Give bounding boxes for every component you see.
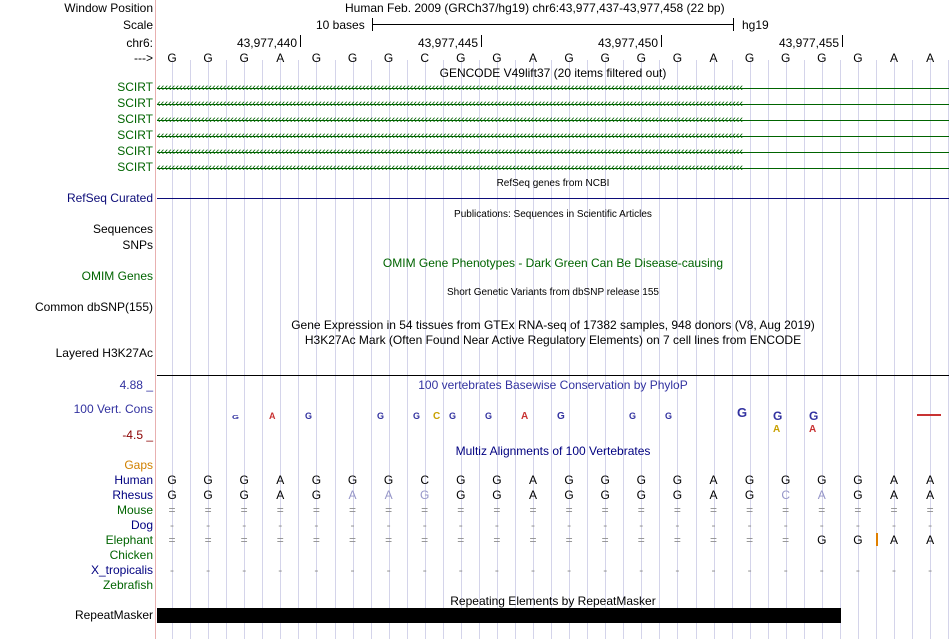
alignment-base: = (818, 503, 826, 517)
alignment-base: - (206, 518, 211, 532)
alignment-base: G (817, 473, 827, 487)
gencode-gene-feature[interactable] (157, 81, 949, 95)
alignment-base: - (278, 518, 283, 532)
alignment-base: = (601, 533, 609, 547)
alignment-base: - (531, 518, 535, 532)
repeatmasker-track-label[interactable]: RepeatMasker (74, 608, 153, 622)
cons-logo-base: C (433, 411, 441, 422)
alignment-base: = (457, 533, 465, 547)
alignment-base: = (709, 503, 717, 517)
dbsnp-track-title[interactable]: Short Genetic Variants from dbSNP release 155 (447, 287, 659, 298)
cons-logo-base: G (485, 411, 493, 421)
alignment-base: = (673, 503, 681, 517)
h3k27ac-track-label[interactable]: Layered H3K27Ac (55, 346, 153, 360)
conservation-max-value: 4.88 _ (119, 378, 153, 392)
alignment-base: - (170, 518, 174, 532)
strand-arrow-label[interactable]: ---> (134, 51, 153, 65)
gencode-item-label[interactable]: SCIRT (117, 112, 153, 126)
gencode-gene-feature[interactable] (157, 97, 949, 111)
alignment-base: = (637, 533, 645, 547)
alignment-base: - (711, 518, 716, 532)
scale-db-text: hg19 (742, 18, 769, 32)
alignment-base: G (636, 488, 646, 502)
alignment-base: - (639, 518, 644, 532)
alignment-base: - (314, 518, 319, 532)
alignment-base: = (276, 533, 284, 547)
sequence-base[interactable]: G (853, 51, 863, 65)
alignment-base: = (312, 503, 320, 517)
omim-track-title[interactable]: OMIM Gene Phenotypes - Dark Green Can Be Disease-causing (382, 256, 724, 270)
sequence-base[interactable]: G (672, 51, 683, 65)
alignment-base: = (457, 503, 465, 517)
cons-logo-base: G (773, 409, 783, 423)
sequence-base[interactable]: G (600, 51, 610, 65)
scale-bar (372, 24, 734, 25)
sequence-base[interactable]: A (709, 51, 718, 65)
conservation-track-title[interactable]: 100 vertebrates Basewise Conservation by PhyloP (418, 378, 688, 392)
alignment-base: G (311, 488, 322, 502)
alignment-base: G (203, 488, 213, 502)
alignment-base: G (383, 473, 394, 487)
gencode-gene-feature[interactable] (157, 161, 949, 175)
cons-logo-base: A (773, 424, 781, 435)
alignment-base: - (350, 563, 355, 577)
cons-logo-base: G (449, 411, 457, 421)
alignment-base: = (168, 533, 176, 547)
sequence-base[interactable]: G (564, 51, 574, 65)
publications-track-title[interactable]: Publications: Sequences in Scientific Articles (454, 209, 652, 220)
sequence-base[interactable]: G (781, 51, 791, 65)
alignment-base: - (747, 518, 752, 532)
chrom-label[interactable]: chr6: (126, 36, 153, 50)
sequences-track-label[interactable]: Sequences (92, 222, 153, 236)
coordinate-label: 43,977,450 (597, 36, 658, 50)
cons-logo-base: G (737, 405, 748, 420)
alignment-base: = (276, 503, 284, 517)
alignment-base: G (492, 488, 502, 502)
alignment-base: - (711, 563, 716, 577)
species-label[interactable]: Dog (130, 518, 153, 532)
sequence-base[interactable]: G (456, 51, 466, 65)
alignment-base: = (926, 503, 934, 517)
alignment-base: = (673, 533, 681, 547)
alignment-base: - (278, 563, 283, 577)
alignment-base: A (817, 488, 826, 502)
cons-logo-base: G (665, 411, 673, 421)
h3k27ac-track-title[interactable]: H3K27Ac Mark (Often Found Near Active Regulatory Elements) on 7 cell lines from ENCODE (304, 333, 802, 347)
alignment-base: - (494, 518, 499, 532)
coordinate-label: 43,977,440 (236, 36, 297, 50)
alignment-base: - (422, 518, 427, 532)
sequence-base[interactable]: G (239, 51, 249, 65)
scale-label[interactable]: Scale (122, 18, 153, 32)
refseq-track-label[interactable]: RefSeq Curated (66, 191, 153, 205)
alignment-base: G (203, 473, 213, 487)
alignment-base: G (239, 473, 249, 487)
alignment-base: = (529, 533, 537, 547)
alignment-base: = (782, 503, 790, 517)
alignment-base: = (890, 503, 898, 517)
alignment-base: A (528, 488, 537, 502)
alignment-base: = (168, 503, 176, 517)
sequence-base[interactable]: A (889, 51, 898, 65)
alignment-base: G (492, 473, 502, 487)
alignment-base: G (636, 473, 646, 487)
sequence-base[interactable]: G (383, 51, 394, 65)
conservation-track-label[interactable]: 100 Vert. Cons (73, 402, 153, 416)
alignment-base: G (420, 488, 430, 502)
alignment-base: = (385, 533, 393, 547)
alignment-base: - (422, 563, 427, 577)
sequence-base[interactable]: A (926, 51, 935, 65)
coordinate-label: 43,977,445 (417, 36, 478, 50)
species-label[interactable]: Chicken (109, 548, 153, 562)
species-label[interactable]: Human (114, 473, 153, 487)
cons-logo-base: A (809, 424, 817, 435)
alignment-base: G (817, 533, 827, 547)
elephant-insertion-marker[interactable] (876, 533, 878, 546)
alignment-base: - (458, 518, 463, 532)
gencode-item-label[interactable]: SCIRT (117, 80, 153, 94)
alignment-base: = (493, 503, 501, 517)
alignment-base: A (889, 473, 898, 487)
alignment-base: - (603, 518, 608, 532)
alignment-base: G (564, 473, 574, 487)
alignment-base: G (853, 473, 863, 487)
alignment-base: - (603, 563, 608, 577)
alignment-base: - (567, 518, 572, 532)
gencode-gene-feature[interactable] (157, 145, 949, 159)
alignment-base: = (709, 533, 717, 547)
repeatmasker-track-title[interactable]: Repeating Elements by RepeatMasker (450, 594, 656, 608)
alignment-base: = (746, 533, 754, 547)
alignment-base: A (926, 488, 935, 502)
conservation-min-value: -4.5 _ (122, 428, 153, 442)
alignment-base: = (782, 533, 790, 547)
gtex-track-title[interactable]: Gene Expression in 54 tissues from GTEx RNA-seq of 17382 samples, 948 donors (V8, Aug 2019) (291, 318, 815, 332)
alignment-base: = (421, 533, 429, 547)
alignment-base: A (709, 488, 718, 502)
coordinate-tick (661, 35, 662, 47)
alignment-base: - (747, 563, 752, 577)
dbsnp-track-label[interactable]: Common dbSNP(155) (34, 300, 153, 314)
alignment-base: A (276, 488, 285, 502)
alignment-base: = (348, 533, 356, 547)
alignment-base: A (384, 488, 393, 502)
alignment-base: G (600, 488, 610, 502)
alignment-base: G (564, 488, 574, 502)
assembly-position-text: Human Feb. 2009 (GRCh37/hg19) chr6:43,977,437-43,977,458 (22 bp) (345, 1, 725, 15)
alignment-base: = (854, 503, 862, 517)
gencode-item-label[interactable]: SCIRT (117, 160, 153, 174)
gencode-item-label[interactable]: SCIRT (117, 144, 153, 158)
alignment-base: = (493, 533, 501, 547)
alignment-base: = (240, 503, 248, 517)
snps-track-label[interactable]: SNPs (122, 238, 153, 252)
cons-logo-base: A (269, 411, 276, 421)
alignment-base: C (420, 473, 430, 487)
alignment-base: - (819, 518, 824, 532)
alignment-base: - (855, 518, 860, 532)
alignment-base: = (385, 503, 393, 517)
scale-bar-right-tick (733, 18, 734, 31)
alignment-base: G (672, 488, 683, 502)
coordinate-tick (300, 35, 301, 47)
alignment-base: G (347, 473, 358, 487)
cons-logo-base (917, 414, 941, 416)
alignment-base: A (348, 488, 357, 502)
alignment-base: - (314, 563, 319, 577)
alignment-base: G (853, 533, 863, 547)
alignment-base: G (672, 473, 683, 487)
alignment-base: - (783, 518, 788, 532)
cons-logo-base: G (305, 411, 313, 421)
conservation-logo[interactable] (157, 405, 949, 435)
alignment-base: A (276, 473, 285, 487)
alignment-base: A (889, 488, 898, 502)
alignment-base: - (170, 563, 174, 577)
strand-chevrons: ‹‹‹‹‹‹‹‹‹‹‹‹‹‹‹‹‹‹‹‹‹‹‹‹‹‹‹‹‹‹‹‹‹‹‹‹‹‹‹‹‹‹‹‹‹‹‹‹‹‹‹‹‹‹‹‹‹‹‹‹‹‹‹‹‹‹‹‹‹‹‹‹‹‹‹‹‹‹‹‹‹‹‹‹‹‹‹‹‹‹‹‹‹‹‹‹‹‹‹‹‹‹‹‹‹‹‹‹‹‹‹‹‹‹‹‹‹‹‹‹‹‹‹‹‹‹‹‹‹‹‹‹‹‹‹‹‹‹‹‹‹‹‹‹‹‹‹‹‹‹‹‹‹‹‹‹‹‹‹‹ (157, 98, 744, 110)
alignment-base: = (240, 533, 248, 547)
species-label[interactable]: Zebrafish (102, 578, 153, 592)
alignment-base: G (239, 488, 249, 502)
refseq-track-title[interactable]: RefSeq genes from NCBI (496, 178, 610, 189)
alignment-base: G (600, 473, 610, 487)
cons-logo-base: G (557, 411, 565, 422)
alignment-base: G (456, 488, 466, 502)
alignment-base: - (494, 563, 499, 577)
alignment-base: - (928, 563, 933, 577)
coordinate-label: 43,977,455 (778, 36, 839, 50)
cons-logo-base: G (377, 411, 385, 421)
sequence-base[interactable]: G (744, 51, 755, 65)
sequence-base[interactable]: G (817, 51, 827, 65)
alignment-base: = (746, 503, 754, 517)
alignment-base: G (744, 473, 755, 487)
sequence-base[interactable]: A (276, 51, 285, 65)
alignment-base: = (565, 533, 573, 547)
alignment-base: A (926, 533, 935, 547)
alignment-base: - (350, 518, 355, 532)
gencode-item-label[interactable]: SCIRT (117, 96, 153, 110)
cons-logo-base: G (232, 413, 239, 421)
sequence-base[interactable]: G (347, 51, 358, 65)
alignment-base: - (892, 563, 896, 577)
strand-chevrons: ‹‹‹‹‹‹‹‹‹‹‹‹‹‹‹‹‹‹‹‹‹‹‹‹‹‹‹‹‹‹‹‹‹‹‹‹‹‹‹‹‹‹‹‹‹‹‹‹‹‹‹‹‹‹‹‹‹‹‹‹‹‹‹‹‹‹‹‹‹‹‹‹‹‹‹‹‹‹‹‹‹‹‹‹‹‹‹‹‹‹‹‹‹‹‹‹‹‹‹‹‹‹‹‹‹‹‹‹‹‹‹‹‹‹‹‹‹‹‹‹‹‹‹‹‹‹‹‹‹‹‹‹‹‹‹‹‹‹‹‹‹‹‹‹‹‹‹‹‹‹‹‹‹‹‹‹‹‹‹‹ (157, 146, 744, 158)
alignment-base: - (855, 563, 860, 577)
sequence-base[interactable]: G (492, 51, 502, 65)
gencode-item-label[interactable]: SCIRT (117, 128, 153, 142)
alignment-base: C (781, 488, 791, 502)
strand-chevrons: ‹‹‹‹‹‹‹‹‹‹‹‹‹‹‹‹‹‹‹‹‹‹‹‹‹‹‹‹‹‹‹‹‹‹‹‹‹‹‹‹‹‹‹‹‹‹‹‹‹‹‹‹‹‹‹‹‹‹‹‹‹‹‹‹‹‹‹‹‹‹‹‹‹‹‹‹‹‹‹‹‹‹‹‹‹‹‹‹‹‹‹‹‹‹‹‹‹‹‹‹‹‹‹‹‹‹‹‹‹‹‹‹‹‹‹‹‹‹‹‹‹‹‹‹‹‹‹‹‹‹‹‹‹‹‹‹‹‹‹‹‹‹‹‹‹‹‹‹‹‹‹‹‹‹‹‹‹‹‹‹ (157, 114, 744, 126)
alignment-base: - (531, 563, 535, 577)
sequence-base[interactable]: G (167, 51, 177, 65)
sequence-base[interactable]: C (420, 51, 430, 65)
species-label[interactable]: Elephant (105, 533, 153, 547)
sequence-base[interactable]: G (203, 51, 213, 65)
alignment-base: A (889, 533, 898, 547)
alignment-base: G (311, 473, 322, 487)
alignment-base: = (637, 503, 645, 517)
alignment-base: G (167, 488, 177, 502)
multiz-track-title[interactable]: Multiz Alignments of 100 Vertebrates (455, 444, 651, 458)
alignment-base: G (456, 473, 466, 487)
alignment-base: - (928, 518, 933, 532)
alignment-base: = (601, 503, 609, 517)
alignment-base: A (926, 473, 935, 487)
sequence-base[interactable]: A (528, 51, 537, 65)
cons-logo-base: G (809, 409, 819, 423)
gencode-track-title[interactable]: GENCODE V49lift37 (20 items filtered out) (439, 66, 667, 80)
alignment-base: - (206, 563, 211, 577)
alignment-base: - (892, 518, 896, 532)
alignment-base: = (421, 503, 429, 517)
alignment-base: G (744, 488, 755, 502)
scale-bar-left-tick (372, 18, 373, 31)
refseq-gene-line[interactable] (157, 198, 949, 199)
alignment-base: - (242, 518, 247, 532)
gencode-gene-feature[interactable] (157, 113, 949, 127)
species-label[interactable]: Mouse (116, 503, 153, 517)
alignment-base: = (565, 503, 573, 517)
alignment-base: - (242, 563, 247, 577)
alignment-base: G (167, 473, 177, 487)
alignment-base: - (675, 518, 680, 532)
species-label[interactable]: Rhesus (112, 488, 153, 502)
alignment-base: G (853, 488, 863, 502)
alignment-base: = (529, 503, 537, 517)
sequence-base[interactable]: G (636, 51, 646, 65)
gencode-gene-feature[interactable] (157, 129, 949, 143)
alignment-base: - (386, 563, 391, 577)
alignment-base: - (458, 563, 463, 577)
window-position-label[interactable]: Window Position (64, 1, 153, 15)
strand-chevrons: ‹‹‹‹‹‹‹‹‹‹‹‹‹‹‹‹‹‹‹‹‹‹‹‹‹‹‹‹‹‹‹‹‹‹‹‹‹‹‹‹‹‹‹‹‹‹‹‹‹‹‹‹‹‹‹‹‹‹‹‹‹‹‹‹‹‹‹‹‹‹‹‹‹‹‹‹‹‹‹‹‹‹‹‹‹‹‹‹‹‹‹‹‹‹‹‹‹‹‹‹‹‹‹‹‹‹‹‹‹‹‹‹‹‹‹‹‹‹‹‹‹‹‹‹‹‹‹‹‹‹‹‹‹‹‹‹‹‹‹‹‹‹‹‹‹‹‹‹‹‹‹‹‹‹‹‹‹‹‹‹ (157, 82, 744, 94)
alignment-base: - (567, 563, 572, 577)
alignment-base: - (819, 563, 824, 577)
cons-logo-base: A (521, 411, 529, 422)
cons-logo-base: G (413, 411, 421, 421)
scale-text: 10 bases (316, 18, 365, 32)
alignment-base: - (639, 563, 644, 577)
cons-logo-base: G (629, 411, 637, 421)
alignment-base: = (204, 533, 212, 547)
species-label[interactable]: X_tropicalis (90, 563, 153, 577)
gaps-label[interactable]: Gaps (124, 458, 153, 472)
label-column-divider (155, 0, 156, 639)
sequence-base[interactable]: G (311, 51, 322, 65)
alignment-base: G (781, 473, 791, 487)
alignment-base: A (528, 473, 537, 487)
alignment-base: A (709, 473, 718, 487)
strand-chevrons: ‹‹‹‹‹‹‹‹‹‹‹‹‹‹‹‹‹‹‹‹‹‹‹‹‹‹‹‹‹‹‹‹‹‹‹‹‹‹‹‹‹‹‹‹‹‹‹‹‹‹‹‹‹‹‹‹‹‹‹‹‹‹‹‹‹‹‹‹‹‹‹‹‹‹‹‹‹‹‹‹‹‹‹‹‹‹‹‹‹‹‹‹‹‹‹‹‹‹‹‹‹‹‹‹‹‹‹‹‹‹‹‹‹‹‹‹‹‹‹‹‹‹‹‹‹‹‹‹‹‹‹‹‹‹‹‹‹‹‹‹‹‹‹‹‹‹‹‹‹‹‹‹‹‹‹‹‹‹‹‹ (157, 130, 744, 142)
repeatmasker-element[interactable] (157, 608, 841, 623)
h3k27ac-baseline (157, 375, 949, 376)
alignment-base: = (312, 533, 320, 547)
alignment-base: - (386, 518, 391, 532)
alignment-base: - (783, 563, 788, 577)
coordinate-tick (842, 35, 843, 47)
omim-track-label[interactable]: OMIM Genes (81, 269, 153, 283)
alignment-base: = (204, 503, 212, 517)
alignment-base: = (348, 503, 356, 517)
coordinate-tick (481, 35, 482, 47)
alignment-base: - (675, 563, 680, 577)
strand-chevrons: ‹‹‹‹‹‹‹‹‹‹‹‹‹‹‹‹‹‹‹‹‹‹‹‹‹‹‹‹‹‹‹‹‹‹‹‹‹‹‹‹‹‹‹‹‹‹‹‹‹‹‹‹‹‹‹‹‹‹‹‹‹‹‹‹‹‹‹‹‹‹‹‹‹‹‹‹‹‹‹‹‹‹‹‹‹‹‹‹‹‹‹‹‹‹‹‹‹‹‹‹‹‹‹‹‹‹‹‹‹‹‹‹‹‹‹‹‹‹‹‹‹‹‹‹‹‹‹‹‹‹‹‹‹‹‹‹‹‹‹‹‹‹‹‹‹‹‹‹‹‹‹‹‹‹‹‹‹‹‹‹ (157, 162, 744, 174)
